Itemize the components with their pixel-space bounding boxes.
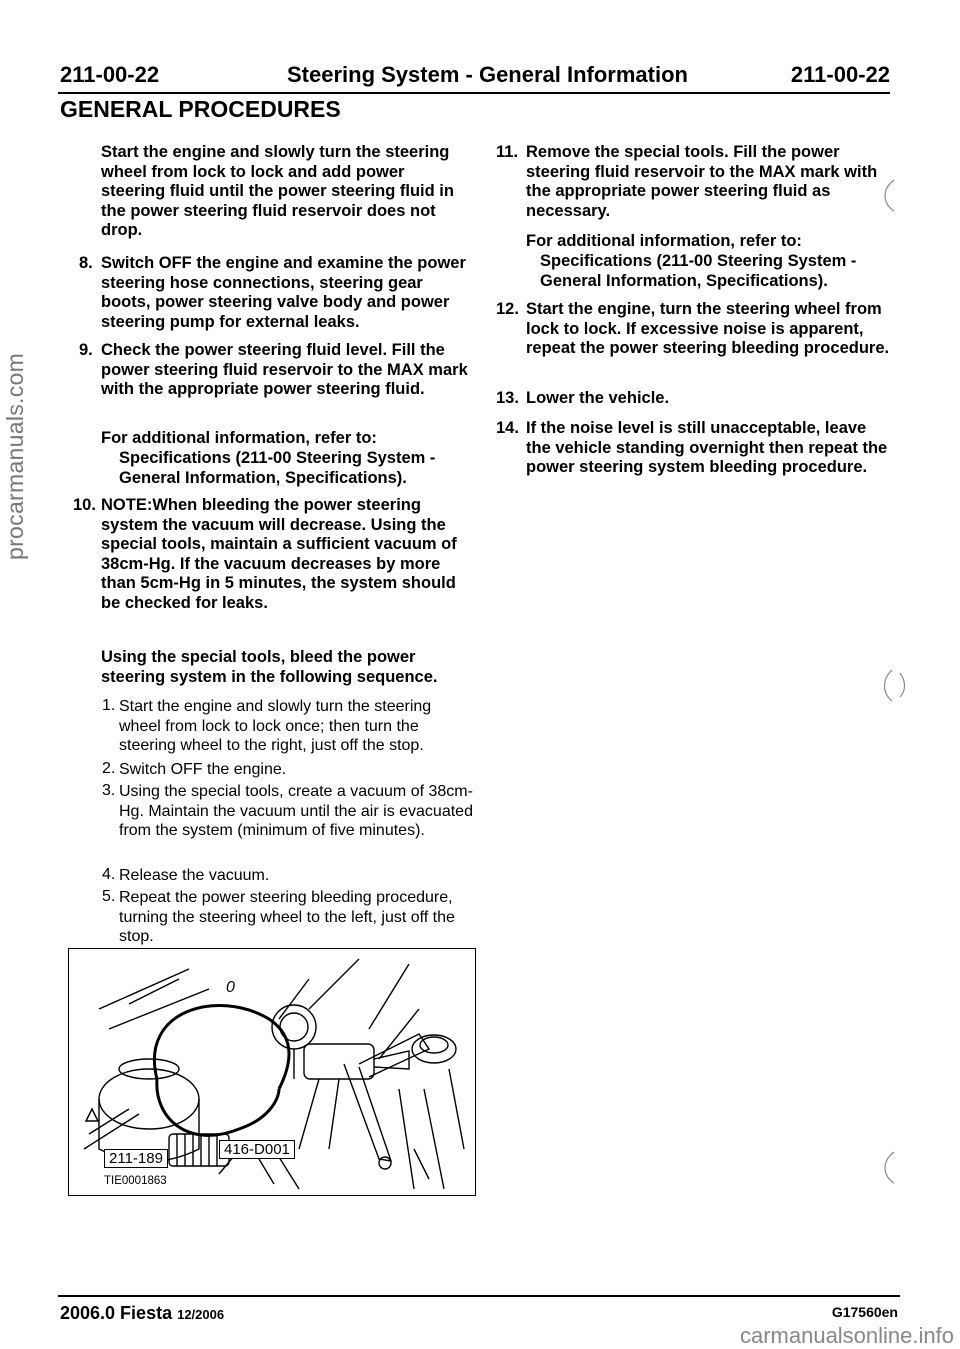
header-title: Steering System - General Information [287, 62, 688, 87]
step-8-number: 8. [79, 254, 93, 272]
step-9-ref-lead: For additional information, refer to: [101, 429, 377, 447]
substep-2-text: Switch OFF the engine. [119, 761, 287, 778]
substep-1-number: 1. [102, 697, 116, 714]
footer-model [60, 1303, 224, 1324]
header-rule [58, 92, 890, 94]
step-12-text: Start the engine, turn the steering wheel from lock to lock. If excessive noise is apparent, repeat the power steering bleeding procedure. [526, 300, 890, 357]
step-9-text: Check the power steering fluid level. Fill the power steering fluid reservoir to the MAX mark with the appropriate power steering fluid. [101, 341, 468, 398]
intro-paragraph: Start the engine and slowly turn the steering wheel from lock to lock and add power steering fluid until the power steering fluid in the power steering fluid reservoir does not drop. [101, 143, 454, 239]
substep-5-number: 5. [102, 888, 116, 905]
step-8-text: Switch OFF the engine and examine the power steering hose connections, steering gear boots, power steering valve body and power steering pump for external leaks. [101, 254, 466, 331]
step-11-ref-lead: For additional information, refer to: [526, 232, 802, 250]
substep-3-number: 3. [102, 782, 116, 799]
step-13-number: 13. [496, 389, 519, 407]
bleed-lead: Using the special tools, bleed the power steering system in the following sequence. [101, 648, 438, 686]
substep-2-number: 2. [102, 760, 116, 777]
step-13-text: Lower the vehicle. [526, 389, 670, 407]
callout-211-189: 211-189 [104, 1149, 168, 1168]
substep-1-text: Start the engine and slowly turn the steering wheel from lock to lock once; then turn the steering wheel to the right, just off the stop. [119, 698, 432, 754]
step-10-text: NOTE:When bleeding the power steering system the vacuum will decrease. Using the special tools, maintain a sufficient vacuum of 38cm-Hg. If the vacuum decreases by more than 5cm-Hg in 5 minutes, the system should be checked for leaks. [101, 496, 457, 612]
bleeding-tool-figure [68, 948, 476, 1196]
substep-5-text: Repeat the power steering bleeding procedure, turning the steering wheel to the left, just off the stop. [119, 889, 455, 945]
step-9-ref-link[interactable]: Specifications (211-00 Steering System - General Information, Specifications). [119, 449, 436, 487]
binding-mark-2 [880, 665, 910, 705]
header-right-code: 211-00-22 [790, 62, 890, 87]
step-12-number: 12. [496, 300, 519, 318]
step-11-ref-link[interactable]: Specifications (211-00 Steering System - General Information, Specifications). [540, 252, 857, 290]
footer-model-name: 2006.0 Fiesta [60, 1303, 173, 1323]
step-10-number: 10. [73, 496, 96, 514]
footer-date: 12/2006 [177, 1307, 225, 1322]
footer-rule [58, 1295, 900, 1297]
step-11-number: 11. [496, 143, 519, 161]
substep-4-number: 4. [102, 866, 116, 883]
step-9-number: 9. [79, 341, 93, 359]
footer-watermark: carmanualsonline.info [739, 1323, 954, 1348]
binding-mark-3 [880, 1147, 900, 1187]
binding-mark-1 [880, 175, 900, 215]
svg-text:0: 0 [226, 979, 235, 996]
section-title: GENERAL PROCEDURES [60, 96, 341, 122]
callout-416-D001: 416-D001 [219, 1140, 295, 1159]
figure-id: TIE0001863 [104, 1175, 167, 1187]
footer-code: G17560en [831, 1304, 898, 1320]
step-11-text: Remove the special tools. Fill the power steering fluid reservoir to the MAX mark with the appropriate power steering fluid as necessary. [526, 143, 878, 220]
header-left-code: 211-00-22 [60, 62, 160, 87]
substep-3-text: Using the special tools, create a vacuum of 38cm-Hg. Maintain the vacuum until the air is evacuated from the system (minimum of five minutes). [119, 783, 473, 839]
side-watermark: procarmanuals.com [2, 352, 28, 560]
step-14-number: 14. [496, 419, 519, 437]
step-14-text: If the noise level is still unacceptable, leave the vehicle standing overnight then repeat the power steering system bleeding procedure. [526, 419, 888, 476]
substep-4-text: Release the vacuum. [119, 867, 270, 884]
